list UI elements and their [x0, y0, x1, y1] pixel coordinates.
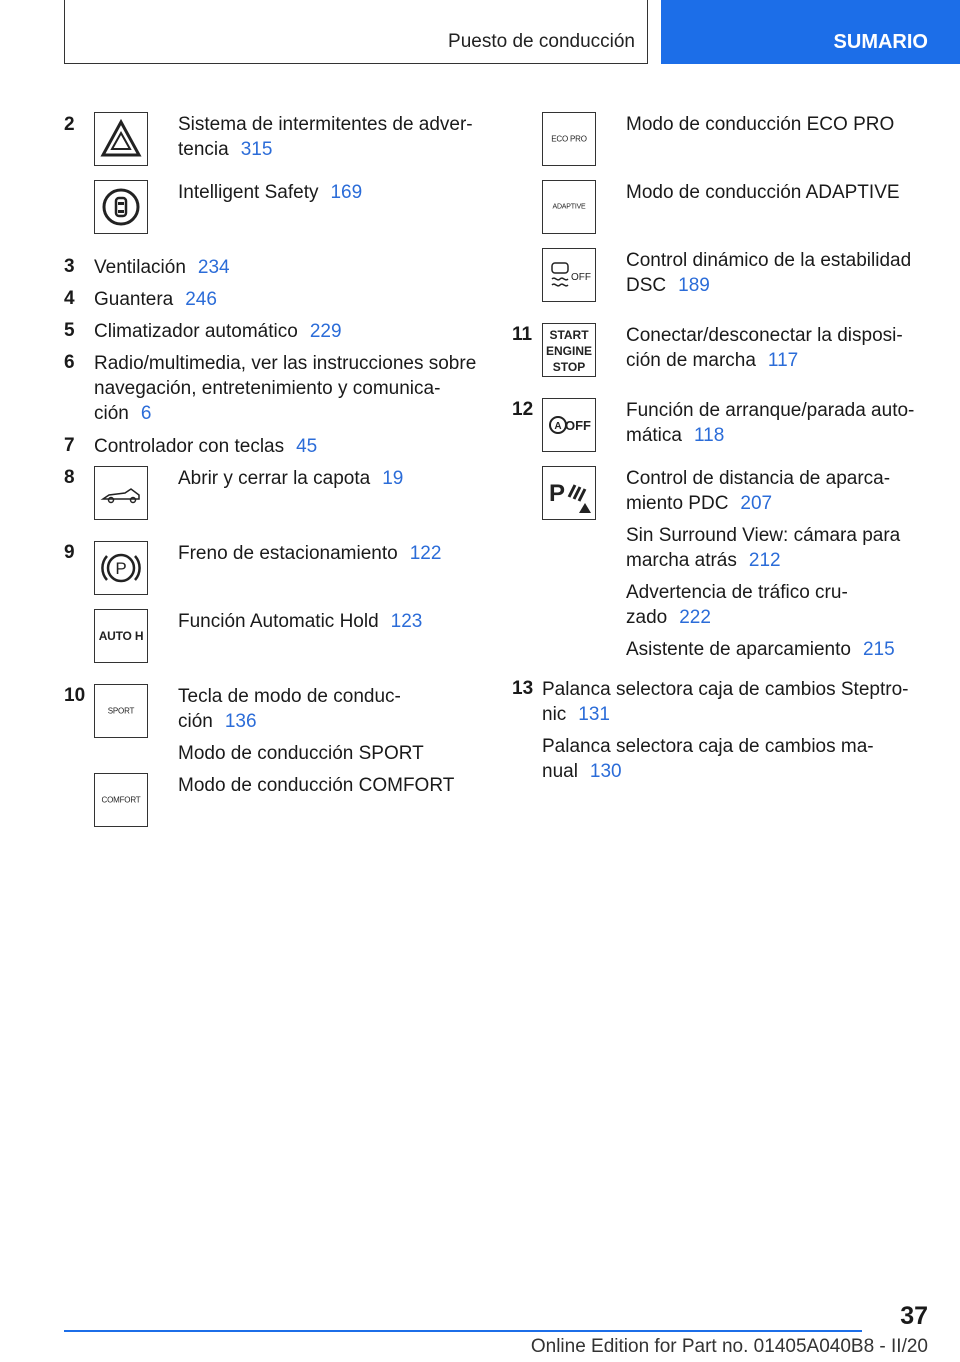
park-distance-control-icon [542, 466, 596, 520]
page-ref-link[interactable]: 131 [578, 704, 610, 725]
item-number: 3 [64, 256, 75, 277]
item-text: Modo de conducción SPORT [178, 743, 424, 764]
item-number: 4 [64, 288, 75, 309]
svg-text:OFF: OFF [565, 418, 591, 433]
dsc-off-icon [542, 248, 596, 302]
svg-text:P: P [548, 480, 566, 507]
item-text: Modo de conducción ECO PRO [626, 114, 895, 135]
page-ref-link[interactable]: 19 [382, 468, 404, 489]
sumario-tab-label: SUMARIO [833, 31, 928, 53]
item-text: Intelligent Safety 169 [178, 182, 363, 203]
item-text: Abrir y cerrar la capota 19 [178, 468, 404, 489]
svg-text:STOP: STOP [552, 360, 586, 374]
parking-brake-icon [94, 541, 148, 595]
item-text: Freno de estacionamiento 122 [178, 543, 442, 564]
item-number: 9 [64, 542, 75, 563]
item-text: Sin Surround View: cámara para marcha atrás 212 [626, 525, 901, 571]
item-text: Ventilación 234 [94, 257, 230, 278]
item-text: Modo de conducción ADAPTIVE [626, 182, 900, 203]
footer-divider [64, 1330, 862, 1332]
item-text: Control dinámico de la estabilidad DSC 189 [626, 250, 912, 296]
item-number: 10 [64, 685, 86, 706]
svg-text:ENGINE: ENGINE [545, 344, 593, 358]
page-ref-link[interactable]: 189 [678, 275, 710, 296]
item-text: Función Automatic Hold 123 [178, 611, 423, 632]
page-ref-link[interactable]: 136 [224, 711, 257, 732]
svg-text:P: P [115, 559, 127, 578]
page-ref-link[interactable]: 246 [185, 289, 217, 310]
page-ref-link[interactable]: 222 [679, 607, 711, 628]
auto-start-stop-off-icon [542, 398, 596, 452]
section-title: Puesto de conducción [448, 31, 635, 52]
svg-text:A: A [554, 421, 562, 432]
item-number: 5 [64, 320, 75, 341]
page-number: 37 [900, 1302, 928, 1330]
item-number: 6 [64, 352, 75, 373]
hazard-warning-icon [94, 112, 148, 166]
item-text: Controlador con teclas 45 [94, 436, 318, 457]
intelligent-safety-icon [94, 180, 148, 234]
eco-pro-mode-icon: ECO PRO [542, 112, 596, 166]
item-text: Función de arranque/parada auto- mática 118 [626, 400, 915, 446]
page-ref-link[interactable]: 123 [390, 611, 423, 632]
item-text: Asistente de aparcamiento 215 [626, 639, 895, 660]
item-number: 13 [512, 678, 534, 699]
item-text: Sistema de intermitentes de adver- tencia 315 [178, 114, 473, 160]
convertible-top-icon [94, 466, 148, 520]
page-ref-link[interactable]: 215 [862, 639, 895, 660]
start-stop-button-icon [542, 323, 596, 377]
item-text: Climatizador automático 229 [94, 321, 342, 342]
svg-text:START: START [549, 328, 589, 342]
item-text: Advertencia de tráfico cru- zado 222 [626, 582, 848, 628]
item-text: Tecla de modo de conduc- ción 136 [178, 686, 401, 732]
page-ref-link[interactable]: 169 [330, 182, 363, 203]
item-text: Palanca selectora caja de cambios ma- nual 130 [542, 736, 874, 782]
page-ref-link[interactable]: 118 [693, 425, 725, 446]
item-number: 12 [512, 399, 534, 420]
item-number: 11 [512, 324, 533, 345]
item-text: Radio/multimedia, ver las instrucciones sobre navegación, entretenimiento y comunica- ción 6 [94, 353, 477, 424]
item-number: 7 [64, 435, 75, 456]
item-text: Palanca selectora caja de cambios Steptro- nic 131 [542, 679, 909, 725]
item-text: Conectar/desconectar la disposi- ción de marcha 117 [626, 325, 903, 371]
item-number: 2 [64, 114, 75, 135]
page-ref-link[interactable]: 234 [197, 257, 230, 278]
sumario-tab[interactable] [661, 0, 960, 64]
page-ref-link[interactable]: 207 [740, 493, 773, 514]
sport-mode-icon: SPORT [94, 684, 148, 738]
item-number: 8 [64, 467, 75, 488]
header-box [64, 0, 648, 64]
item-text: Guantera 246 [94, 289, 217, 310]
adaptive-mode-icon: ADAPTIVE [542, 180, 596, 234]
svg-text:OFF: OFF [571, 272, 591, 283]
page-ref-link[interactable]: 315 [240, 139, 273, 160]
auto-hold-icon: AUTO H [94, 609, 148, 663]
page-ref-link[interactable]: 45 [296, 436, 318, 457]
item-text: Control de distancia de aparca- miento PDC 207 [626, 468, 891, 514]
page-ref-link[interactable]: 122 [409, 543, 442, 564]
comfort-mode-icon: COMFORT [94, 773, 148, 827]
page-ref-link[interactable]: 130 [589, 761, 622, 782]
edition-footer: Online Edition for Part no. 01405A040B8 - II/20 [530, 1336, 928, 1357]
page-ref-link[interactable]: 6 [140, 403, 152, 424]
page-ref-link[interactable]: 117 [767, 350, 799, 371]
page-ref-link[interactable]: 212 [748, 550, 781, 571]
page-ref-link[interactable]: 229 [309, 321, 342, 342]
item-text: Modo de conducción COMFORT [178, 775, 455, 796]
